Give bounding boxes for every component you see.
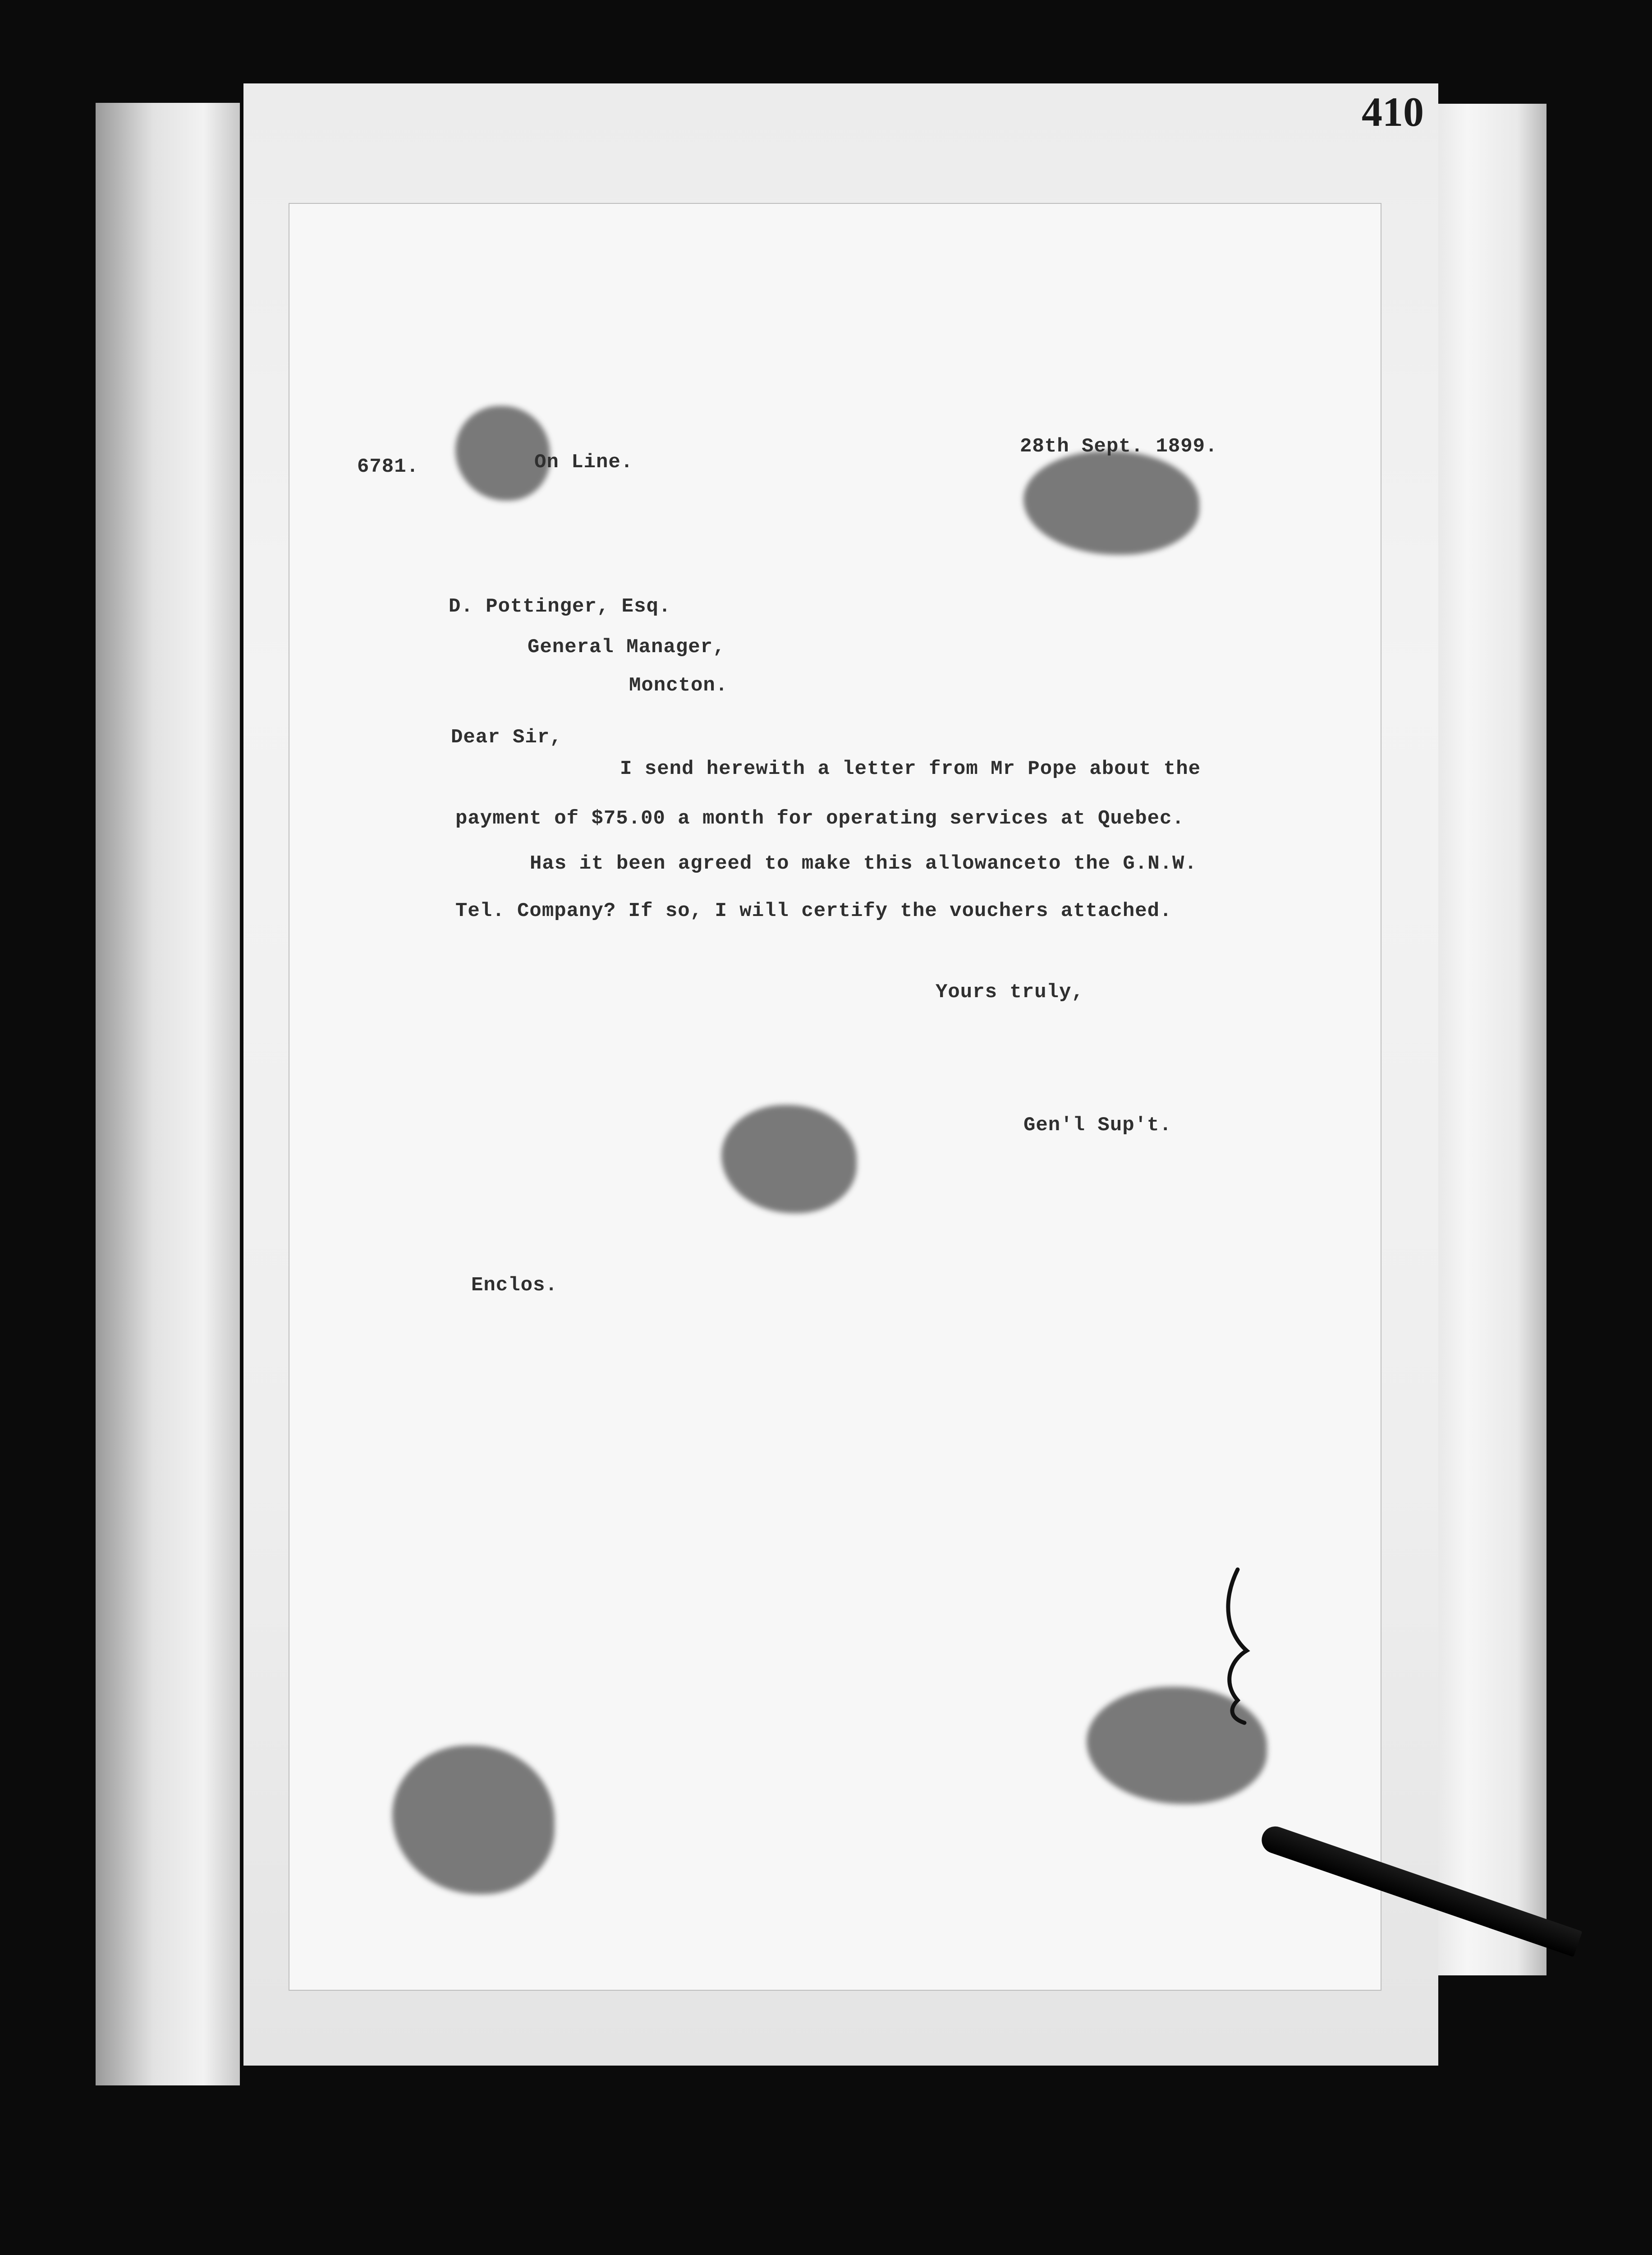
- left-page-edge: [96, 103, 240, 2085]
- page-number: 410: [1362, 89, 1424, 135]
- handwritten-mark: [1213, 1565, 1262, 1727]
- letter-date: 28th Sept. 1899.: [1020, 435, 1218, 458]
- reference-number: 6781.: [357, 456, 419, 478]
- body-line: Has it been agreed to make this allowanceto the G.N.W.: [530, 852, 1197, 875]
- body-line: Tel. Company? If so, I will certify the vouchers attached.: [455, 900, 1172, 922]
- recipient-title: General Manager,: [528, 636, 725, 658]
- body-line: payment of $75.00 a month for operating services at Quebec.: [455, 807, 1184, 830]
- recipient-name: D. Pottinger, Esq.: [449, 595, 671, 618]
- recipient-place: Moncton.: [629, 674, 728, 697]
- routing-note: On Line.: [534, 451, 633, 474]
- enclosure-note: Enclos.: [471, 1274, 558, 1297]
- signature-title: Gen'l Sup't.: [1023, 1114, 1172, 1137]
- salutation: Dear Sir,: [451, 726, 562, 749]
- closing: Yours truly,: [936, 981, 1084, 1003]
- body-line: I send herewith a letter from Mr Pope about the: [620, 758, 1201, 780]
